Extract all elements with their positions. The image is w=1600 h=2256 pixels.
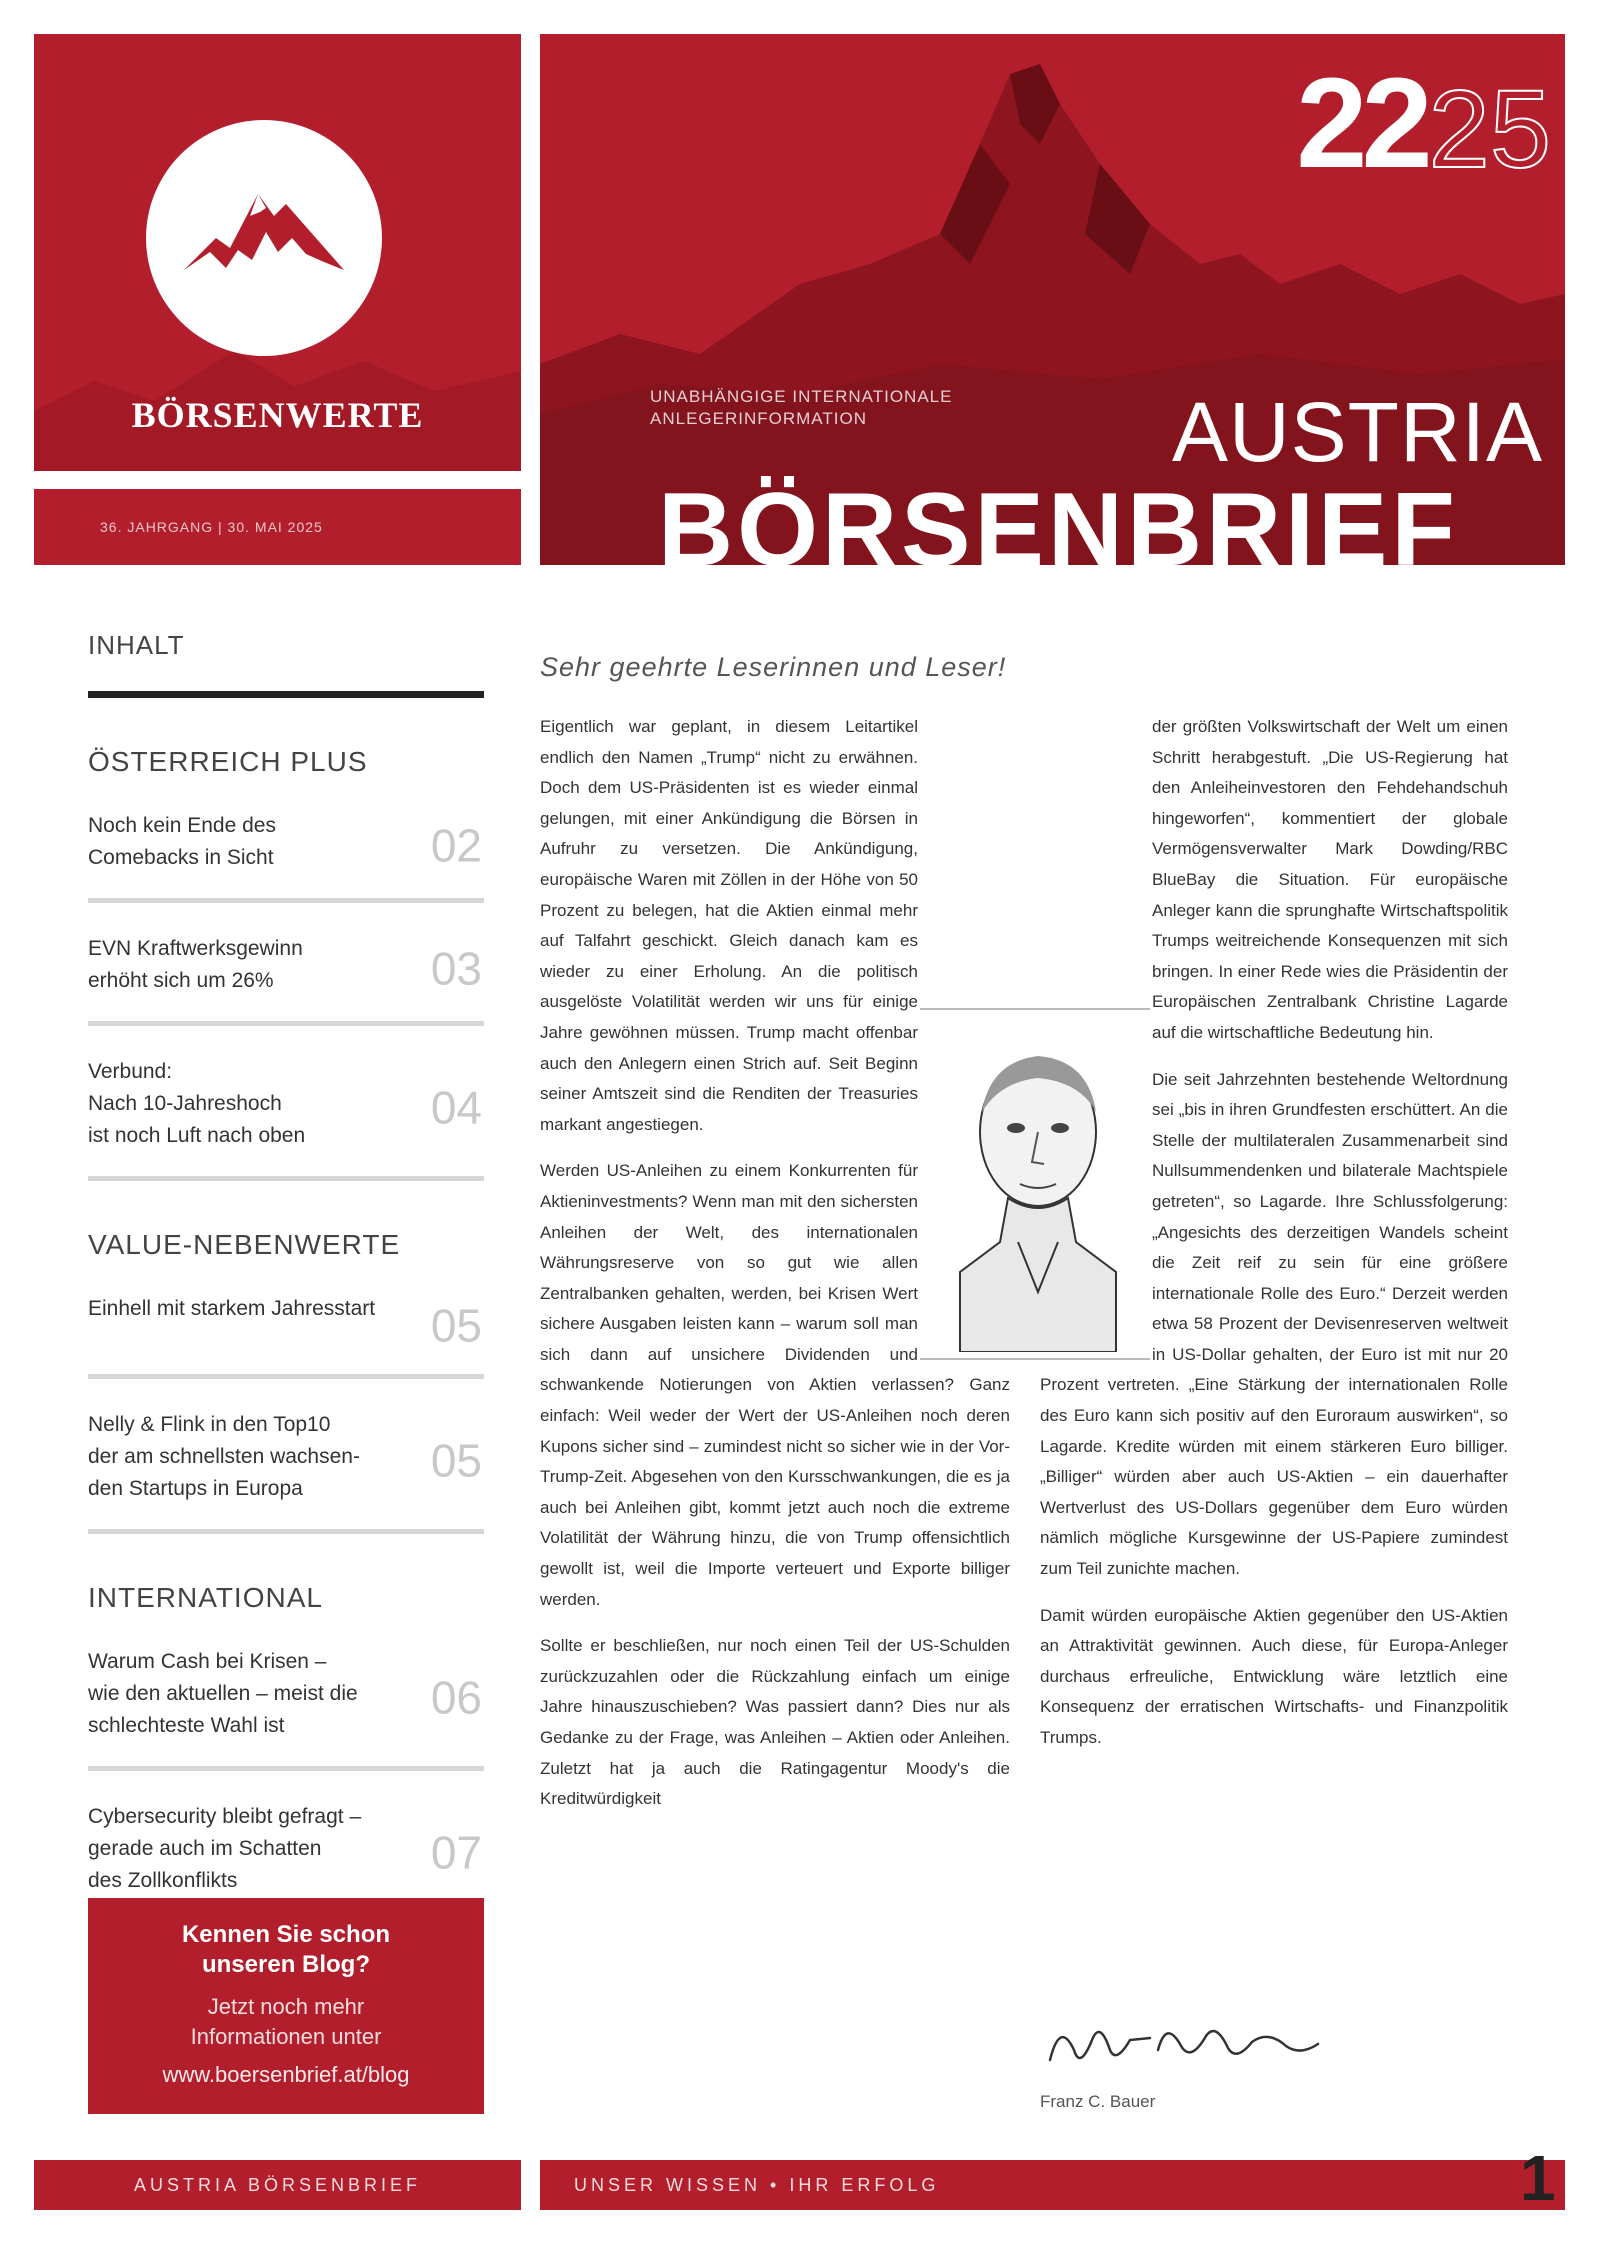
tagline (650, 386, 952, 430)
toc-item-title: Verbund: Nach 10-Jahreshoch ist noch Luft nach oben (88, 1060, 306, 1147)
footer-right (540, 2160, 1565, 2210)
footer-left (34, 2160, 521, 2210)
toc-item-page: 03 (430, 942, 482, 995)
issue-number (1296, 52, 1551, 195)
toc-heading: INHALT (88, 630, 185, 660)
letter-paragraph: Damit würden europäische Aktien gegenüber den US-Aktien an Attraktivität gewinnen. Auch diese, für Europa-Anleger durchaus erfreuliche, Entwicklung wäre letztlich eine Konsequenz der erratischen Wirtschafts- und Finanzpolitik Trumps. (1040, 1605, 1508, 1747)
toc-item[interactable] (88, 804, 484, 903)
blog-subtitle: Jetzt noch mehr Informationen unter (190, 1994, 382, 2049)
footer-left-text: AUSTRIA BÖRSENBRIEF (133, 2174, 422, 2195)
toc-item[interactable] (88, 1403, 484, 1534)
masthead-title: BÖRSENBRIEF (658, 472, 1459, 565)
letter-paragraph: der größten Volkswirtschaft der Welt um einen Schritt herabgestuft. „Die US-Regierung hat den Anleiheinvestoren den Fehdehandschuh hingeworfen“, kommentiert der globale Vermögensverwalter Mark Dowding/RBC BlueBay die Situation. Für europäische Anleger kann die sprunghafte Wirtschaftspolitik Trumps weitreichende Konsequenzen mit sich bringen. In einer Rede wies die Präsidentin der Europäischen Zentralbank Christine Lagarde auf die wirtschaftliche Bedeutung hin. (1152, 717, 1508, 1042)
letter-paragraph: Eigentlich war geplant, in diesem Leitartikel endlich den Namen „Trump“ nicht zu erwähnen. Doch dem US-Präsidenten ist es wieder einmal gelungen, mit einer Ankündigung die Börsen in Aufruhr zu versetzen. Die Ankündigung, europäische Waren mit Zöllen in der Höhe von 50 Prozent zu belegen, hat die Aktien einmal mehr auf Talfahrt geschickt. Gleich danach kam es wieder zu einer Erholung. An die politisch ausgelöste Volatilität werden wir uns für einige Jahre gewöhnen müssen. Trump macht offenbar auch den Anlegern einen Strich auf. Seit Beginn seiner Amtszeit sind die Renditen der Treasuries markant angestiegen. (540, 717, 918, 1134)
issue-week: 22 (1296, 52, 1427, 195)
tagline-line-1: UNABHÄNGIGE INTERNATIONALE (650, 387, 953, 406)
edition-line: 36. JAHRGANG | 30. MAI 2025 (100, 519, 323, 535)
title-banner (540, 34, 1565, 565)
toc-sections (88, 746, 484, 1926)
toc-item-page: 04 (430, 1081, 482, 1134)
blog-promo[interactable] (88, 1898, 484, 2114)
author-signature (1040, 2000, 1330, 2090)
issue-year: 25 (1428, 68, 1551, 191)
toc-item-title: Nelly & Flink in den Top10 der am schnellsten wachsen- den Startups in Europa (88, 1413, 360, 1500)
toc-item-page: 06 (430, 1671, 482, 1724)
toc-item-title: Warum Cash bei Krisen – wie den aktuellen – meist die schlechteste Wahl ist (88, 1650, 358, 1737)
tagline-line-2: ANLEGERINFORMATION (650, 409, 867, 428)
salutation: Sehr geehrte Leserinnen und Leser! (540, 652, 1007, 682)
toc-item[interactable] (88, 1050, 484, 1181)
toc-item[interactable] (88, 927, 484, 1026)
table-of-contents (88, 630, 484, 1950)
toc-item-page: 05 (430, 1434, 482, 1487)
letter-paragraph: Werden US-Anleihen zu einem Konkurrenten für Aktieninvestments? Wenn man mit den sichersten Anleihen der Welt, des internationalen Währungsreserve von so gut wie allen Zentralbanken gehalten, werden, bei Krisen Wert sichere Ausgaben leisten kann – warum soll man sich dann auf unsichere Dividenden und schwankende Notierungen von Aktien verlassen? Ganz einfach: Weil weder der Wert der US-Anleihen noch deren Kupons sicher sind – zumindest nicht so sicher wie in der Vor-Trump-Zeit. Abgesehen von den Kursschwankungen, die es ja auch bei Anleihen gibt, kommt jetzt auch noch die extreme Volatilität der Währung hinzu, die von Trump offensichtlich gewollt ist, weil die Importe verteuert und Exporte billiger werden. (540, 1161, 1010, 1609)
portrait-divider-top (920, 1008, 1150, 1010)
blog-link[interactable]: www.boersenbrief.at/blog (162, 2062, 410, 2087)
page-number: 1 (1520, 2142, 1556, 2214)
letter-paragraph: Sollte er beschließen, nur noch einen Teil der US-Schulden zurückzuzahlen oder die Rückzahlung einfach um einige Jahre hinauszuschieben? Was passiert dann? Dies nur als Gedanke zu der Frage, was Anleihen – Aktien oder Anleihen. Zuletzt hat ja auch die Ratingagentur Moody's die Kreditwürdigkeit (540, 1636, 1010, 1809)
logo-panel (34, 34, 521, 471)
toc-item-title: Cybersecurity bleibt gefragt – gerade auch im Schatten des Zollkonflikts (88, 1805, 362, 1892)
portrait-divider-bottom (920, 1358, 1150, 1360)
toc-item-title: Noch kein Ende des Comebacks in Sicht (88, 814, 276, 869)
footer-right-text: UNSER WISSEN • IHR ERFOLG (574, 2174, 940, 2195)
signer-name: Franz C. Bauer (1040, 2092, 1156, 2111)
toc-item-title: EVN Kraftwerksgewinn erhöht sich um 26% (88, 937, 303, 992)
mountain-logo-icon (146, 120, 382, 356)
toc-item[interactable] (88, 1287, 484, 1379)
edition-bar (34, 489, 521, 565)
toc-section-title: INTERNATIONAL (88, 1582, 323, 1613)
toc-section-title: ÖSTERREICH PLUS (88, 746, 368, 777)
letter-paragraph: Die seit Jahrzehnten bestehende Weltordnung sei „bis in ihren Grundfesten erschüttert. An die Stelle der multilateralen Zusammenarbeit sind Nullsummendenken und bilaterale Machtspiele getreten“, so Lagarde. Ihre Schlussfolgerung: „Angesichts des derzeitigen Wandels scheint die Zeit reif zu sein für eine größere internationale Rolle des Euro.“ Derzeit werden etwa 58 Prozent der Devisenreserven weltweit in US-Dollar gehalten, der Euro ist mit nur 20 Prozent vertreten. „Eine Stärkung der internationalen Rolle des Euro kann sich positiv auf den Euroraum auswirken“, so Lagarde. Kredite würden mit einem stärkeren Euro billiger. „Billiger“ würden aber auch US-Aktien – ein dauerhafter Wertverlust des US-Dollars gegenüber dem Euro würden nämlich mögliche Kursgewinne der US-Papiere zumindest zum Teil zunichte machen. (1040, 1069, 1508, 1579)
toc-section-title: VALUE-NEBENWERTE (88, 1229, 401, 1260)
toc-item-page: 07 (430, 1826, 482, 1879)
author-portrait (920, 1012, 1150, 1352)
blog-title: Kennen Sie schon unseren Blog? (181, 1921, 391, 1978)
toc-item-page: 05 (430, 1299, 482, 1352)
masthead-austria: AUSTRIA (1171, 385, 1543, 479)
toc-item-title: Einhell mit starkem Jahresstart (88, 1297, 376, 1320)
toc-divider (88, 691, 484, 698)
brand-name: BÖRSENWERTE (131, 395, 424, 435)
toc-item-page: 02 (430, 819, 482, 872)
toc-item[interactable] (88, 1640, 484, 1771)
